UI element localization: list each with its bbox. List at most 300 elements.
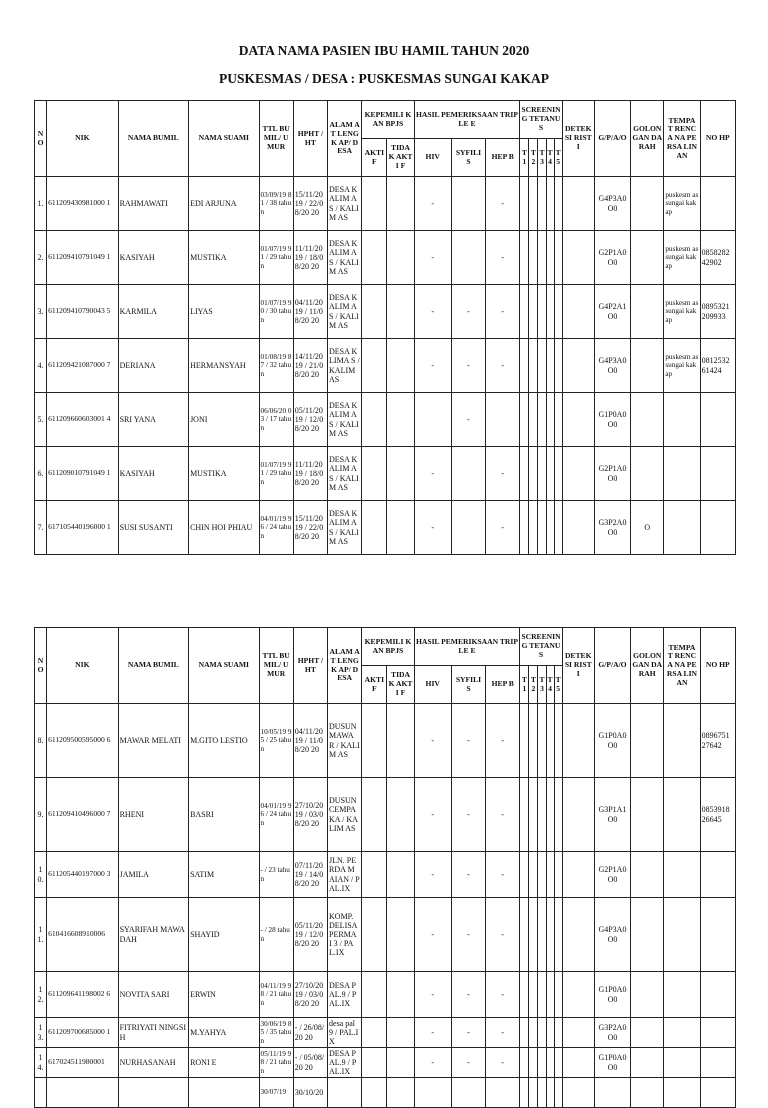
cell-bpjs-tidak-aktif: [387, 1048, 414, 1078]
header-hpht: HPHT / HT: [293, 628, 327, 704]
cell-t2: [529, 1078, 538, 1108]
cell-hpht: 04/11/20 19 / 11/08/20 20: [293, 704, 327, 778]
cell-alamat: DESA KLIMA S / KALIM AS: [328, 339, 362, 393]
cell-deteksi-risti: [562, 393, 594, 447]
cell-t2: [529, 852, 538, 898]
cell-hiv: -: [414, 177, 451, 231]
cell-syfilis: -: [451, 393, 485, 447]
cell-no-hp: [700, 972, 735, 1018]
cell-nama-suami: RONI E: [189, 1048, 259, 1078]
cell-nama-bumil: DERIANA: [118, 339, 188, 393]
header-no: N O: [35, 101, 47, 177]
cell-golongan-darah: [631, 285, 664, 339]
cell-hiv: -: [414, 778, 451, 852]
cell-nik: 611209421087000 7: [47, 339, 119, 393]
cell-gpao: G1P0A0 O0: [594, 972, 630, 1018]
cell-nama-suami: MUSTIKA: [189, 447, 259, 501]
header-hpht: HPHT / HT: [293, 101, 327, 177]
cell-t4: [546, 1018, 554, 1048]
cell-no-hp: [700, 501, 735, 555]
table-row: [35, 393, 736, 447]
cell-bpjs-aktif: [362, 1018, 387, 1048]
cell-t5: [554, 898, 562, 972]
cell-golongan-darah: [631, 898, 664, 972]
cell-hep-b: [486, 1078, 520, 1108]
cell-hiv: -: [414, 285, 451, 339]
cell-t4: [546, 285, 554, 339]
cell-t1: [520, 1018, 529, 1048]
cell-nama-bumil: SRI YANA: [118, 393, 188, 447]
cell-t2: [529, 1018, 538, 1048]
cell-t4: [546, 231, 554, 285]
cell-nik: 610416608910006: [47, 898, 119, 972]
cell-t2: [529, 704, 538, 778]
cell-gpao: G2P1A0 O0: [594, 447, 630, 501]
cell-t3: [538, 778, 546, 852]
header-aktif: AKTI F: [362, 139, 387, 177]
cell-no-hp: [700, 447, 735, 501]
cell-t4: [546, 1078, 554, 1108]
cell-t4: [546, 704, 554, 778]
cell-golongan-darah: [631, 1048, 664, 1078]
cell-t3: [538, 177, 546, 231]
cell-ttl: 04/01/19 96 / 24 tahun: [259, 501, 293, 555]
cell-hpht: 05/11/20 19 / 12/08/20 20: [293, 898, 327, 972]
cell-bpjs-tidak-aktif: [387, 1018, 414, 1048]
header-nama-bumil: NAMA BUMIL: [118, 628, 188, 704]
cell-nama-bumil: MAWAR MELATI: [118, 704, 188, 778]
cell-bpjs-aktif: [362, 177, 387, 231]
cell-syfilis: -: [451, 704, 485, 778]
cell-nama-suami: BASRI: [189, 778, 259, 852]
cell-no-hp: 0858282 42902: [700, 231, 735, 285]
cell-ttl: 01/08/19 87 / 32 tahun: [259, 339, 293, 393]
cell-t5: [554, 393, 562, 447]
cell-hpht: - / 26/08/20 20: [293, 1018, 327, 1048]
cell-nama-bumil: FITRIYATI NINGSIH: [118, 1018, 188, 1048]
table-row: [35, 704, 736, 778]
header-hep-b: HEP B: [486, 139, 520, 177]
cell-syfilis: -: [451, 339, 485, 393]
cell-t5: [554, 704, 562, 778]
cell-bpjs-tidak-aktif: [387, 177, 414, 231]
cell-tempat-persalinan: [664, 393, 700, 447]
cell-nama-bumil: SUSI SUSANTI: [118, 501, 188, 555]
header-t5: T 5: [554, 139, 562, 177]
cell-nik: 611209410496000 7: [47, 778, 119, 852]
cell-hiv: -: [414, 898, 451, 972]
cell-no: 14.: [35, 1048, 47, 1078]
cell-bpjs-aktif: [362, 231, 387, 285]
cell-no: 8.: [35, 704, 47, 778]
patient-table-2: [34, 627, 736, 1108]
cell-t4: [546, 1048, 554, 1078]
cell-bpjs-tidak-aktif: [387, 1078, 414, 1108]
cell-hpht: 11/11/20 19 / 18/08/20 20: [293, 447, 327, 501]
cell-no-hp: [700, 1018, 735, 1048]
cell-nik: 611209010791049 1: [47, 447, 119, 501]
cell-no: 13.: [35, 1018, 47, 1048]
cell-deteksi-risti: [562, 972, 594, 1018]
cell-t3: [538, 972, 546, 1018]
header-gpao: G/P/A/O: [594, 628, 630, 704]
cell-tempat-persalinan: puskesm as sungai kakap: [664, 339, 700, 393]
cell-t2: [529, 177, 538, 231]
cell-ttl: 01/07/19 91 / 29 tahun: [259, 447, 293, 501]
cell-bpjs-tidak-aktif: [387, 898, 414, 972]
cell-syfilis: [451, 501, 485, 555]
cell-no: 7.: [35, 501, 47, 555]
cell-no: 1.: [35, 177, 47, 231]
cell-t1: [520, 852, 529, 898]
cell-bpjs-tidak-aktif: [387, 339, 414, 393]
cell-t4: [546, 972, 554, 1018]
cell-golongan-darah: [631, 1018, 664, 1048]
cell-nama-suami: EDI ARJUNA: [189, 177, 259, 231]
header-tidak-aktif: TIDA K AKTI F: [387, 139, 414, 177]
cell-syfilis: -: [451, 1048, 485, 1078]
cell-tempat-persalinan: [664, 704, 700, 778]
cell-hep-b: -: [486, 339, 520, 393]
cell-no-hp: 0895321 209933: [700, 285, 735, 339]
cell-syfilis: -: [451, 1018, 485, 1048]
cell-hiv: -: [414, 339, 451, 393]
cell-alamat: KOMP. DELISA PERMA I 3 / PAL.IX: [328, 898, 362, 972]
header-ttl: TTL BUMIL/ UMUR: [259, 628, 293, 704]
cell-no: 4.: [35, 339, 47, 393]
cell-hpht: 05/11/20 19 / 12/08/20 20: [293, 393, 327, 447]
header-t4: T 4: [546, 139, 554, 177]
cell-alamat: DUSUN MAWA R / KALIM AS: [328, 704, 362, 778]
header-t4: T 4: [546, 666, 554, 704]
cell-alamat: DUSUN CEMPA KA / KALIM AS: [328, 778, 362, 852]
cell-no-hp: [700, 393, 735, 447]
cell-t1: [520, 778, 529, 852]
cell-t2: [529, 393, 538, 447]
cell-gpao: G3P2A0 O0: [594, 1018, 630, 1048]
cell-t5: [554, 447, 562, 501]
cell-hep-b: -: [486, 1048, 520, 1078]
cell-no: 12.: [35, 972, 47, 1018]
cell-golongan-darah: O: [631, 501, 664, 555]
cell-deteksi-risti: [562, 501, 594, 555]
cell-t3: [538, 501, 546, 555]
cell-nama-suami: HERMANSYAH: [189, 339, 259, 393]
table-row: [35, 177, 736, 231]
cell-t1: [520, 177, 529, 231]
cell-deteksi-risti: [562, 177, 594, 231]
cell-t4: [546, 501, 554, 555]
header-screening-tetanus: SCREENIN G TETANUS: [520, 101, 562, 139]
cell-bpjs-aktif: [362, 852, 387, 898]
cell-t5: [554, 852, 562, 898]
table-row: [35, 852, 736, 898]
cell-alamat: DESA PAL.9 / PAL.IX: [328, 972, 362, 1018]
header-tempat-persalinan: TEMPA T RENCA NA PERSA LINAN: [664, 101, 700, 177]
cell-no: 11.: [35, 898, 47, 972]
cell-syfilis: -: [451, 778, 485, 852]
cell-nik: 617024511980001: [47, 1048, 119, 1078]
header-golongan-darah: GOLON GAN DARAH: [631, 101, 664, 177]
cell-hep-b: -: [486, 704, 520, 778]
cell-bpjs-tidak-aktif: [387, 501, 414, 555]
table-row: [35, 972, 736, 1018]
cell-t3: [538, 285, 546, 339]
cell-t4: [546, 898, 554, 972]
cell-gpao: G4P3A0 O0: [594, 339, 630, 393]
cell-alamat: DESA KALIM AS / KALIM AS: [328, 501, 362, 555]
header-t2: T 2: [529, 666, 538, 704]
cell-t5: [554, 1018, 562, 1048]
cell-hiv: -: [414, 972, 451, 1018]
cell-gpao: G2P1A0 O0: [594, 852, 630, 898]
cell-golongan-darah: [631, 393, 664, 447]
cell-bpjs-aktif: [362, 778, 387, 852]
cell-t3: [538, 1018, 546, 1048]
cell-nik: 611209410790043 5: [47, 285, 119, 339]
header-t1: T 1: [520, 666, 529, 704]
cell-bpjs-aktif: [362, 339, 387, 393]
cell-gpao: G3P1A1 O0: [594, 778, 630, 852]
cell-hep-b: -: [486, 501, 520, 555]
cell-hep-b: -: [486, 177, 520, 231]
cell-no: [35, 1078, 47, 1108]
header-t5: T 5: [554, 666, 562, 704]
header-nik: NIK: [47, 101, 119, 177]
cell-gpao: G4P2A1 O0: [594, 285, 630, 339]
cell-nama-suami: SATIM: [189, 852, 259, 898]
cell-no-hp: [700, 898, 735, 972]
cell-gpao: G4P3A0 O0: [594, 177, 630, 231]
cell-nik: [47, 1078, 119, 1108]
cell-ttl: 05/11/19 98 / 21 tahun: [259, 1048, 293, 1078]
cell-golongan-darah: [631, 339, 664, 393]
header-no-hp: NO HP: [700, 628, 735, 704]
cell-t3: [538, 339, 546, 393]
cell-golongan-darah: [631, 1078, 664, 1108]
cell-syfilis: [451, 447, 485, 501]
cell-t1: [520, 285, 529, 339]
cell-nama-suami: M.GITO LESTIO: [189, 704, 259, 778]
cell-hiv: -: [414, 447, 451, 501]
cell-hep-b: -: [486, 972, 520, 1018]
patient-table-1: [34, 100, 736, 555]
cell-ttl: 04/11/19 98 / 21 tahun: [259, 972, 293, 1018]
cell-hep-b: -: [486, 778, 520, 852]
cell-syfilis: [451, 177, 485, 231]
header-tempat-persalinan: TEMPA T RENCA NA PERSA LINAN: [664, 628, 700, 704]
cell-golongan-darah: [631, 778, 664, 852]
cell-deteksi-risti: [562, 704, 594, 778]
cell-golongan-darah: [631, 447, 664, 501]
cell-syfilis: -: [451, 972, 485, 1018]
cell-nama-suami: CHIN HOI PHIAU: [189, 501, 259, 555]
cell-gpao: G2P1A0 O0: [594, 231, 630, 285]
cell-t5: [554, 1078, 562, 1108]
header-alamat: ALAM AT LENGK AP/ DESA: [328, 101, 362, 177]
cell-tempat-persalinan: [664, 1078, 700, 1108]
cell-golongan-darah: [631, 231, 664, 285]
cell-alamat: DESA KALIM AS / KALIM AS: [328, 285, 362, 339]
cell-nama-suami: JONI: [189, 393, 259, 447]
cell-golongan-darah: [631, 972, 664, 1018]
cell-no: 9.: [35, 778, 47, 852]
cell-nik: 611205440197000 3: [47, 852, 119, 898]
cell-bpjs-aktif: [362, 501, 387, 555]
header-tidak-aktif: TIDA K AKTI F: [387, 666, 414, 704]
cell-t5: [554, 177, 562, 231]
header-nama-bumil: NAMA BUMIL: [118, 101, 188, 177]
cell-hep-b: -: [486, 1018, 520, 1048]
document-title: DATA NAMA PASIEN IBU HAMIL TAHUN 2020: [238, 43, 530, 58]
cell-nik: 611209410791049 1: [47, 231, 119, 285]
cell-bpjs-aktif: [362, 898, 387, 972]
cell-bpjs-aktif: [362, 285, 387, 339]
cell-no-hp: [700, 1078, 735, 1108]
cell-hpht: 27/10/20 19 / 03/08/20 20: [293, 778, 327, 852]
cell-no-hp: 0896751 27642: [700, 704, 735, 778]
cell-ttl: 06/06/20 03 / 17 tahun: [259, 393, 293, 447]
cell-gpao: G4P3A0 O0: [594, 898, 630, 972]
cell-bpjs-tidak-aktif: [387, 231, 414, 285]
cell-alamat: desa pal 9 / PAL.IX: [328, 1018, 362, 1048]
cell-hep-b: [486, 393, 520, 447]
cell-bpjs-tidak-aktif: [387, 447, 414, 501]
cell-alamat: DESA KALIM AS / KALIM AS: [328, 447, 362, 501]
cell-t1: [520, 339, 529, 393]
cell-ttl: 30/07/19: [259, 1078, 293, 1108]
cell-nik: 611209700685000 1: [47, 1018, 119, 1048]
cell-nama-bumil: JAMILA: [118, 852, 188, 898]
cell-alamat: DESA KALIM AS / KALIM AS: [328, 231, 362, 285]
cell-ttl: - / 23 tahun: [259, 852, 293, 898]
cell-t3: [538, 1048, 546, 1078]
header-alamat: ALAM AT LENGK AP/ DESA: [328, 628, 362, 704]
cell-t5: [554, 1048, 562, 1078]
cell-t4: [546, 778, 554, 852]
cell-hiv: -: [414, 501, 451, 555]
header-t3: T 3: [538, 139, 546, 177]
cell-nama-bumil: KARMILA: [118, 285, 188, 339]
cell-t1: [520, 704, 529, 778]
cell-nama-suami: [189, 1078, 259, 1108]
cell-t5: [554, 285, 562, 339]
cell-hiv: -: [414, 1018, 451, 1048]
header-hiv: HIV: [414, 139, 451, 177]
header-t2: T 2: [529, 139, 538, 177]
cell-deteksi-risti: [562, 1048, 594, 1078]
cell-bpjs-tidak-aktif: [387, 393, 414, 447]
cell-tempat-persalinan: puskesm as sungai kakap: [664, 231, 700, 285]
cell-golongan-darah: [631, 177, 664, 231]
cell-t2: [529, 501, 538, 555]
cell-hep-b: -: [486, 898, 520, 972]
cell-nama-bumil: [118, 1078, 188, 1108]
cell-t4: [546, 339, 554, 393]
cell-hep-b: -: [486, 447, 520, 501]
cell-no: 10.: [35, 852, 47, 898]
cell-bpjs-tidak-aktif: [387, 972, 414, 1018]
table-row: [35, 898, 736, 972]
cell-t5: [554, 231, 562, 285]
table-row: [35, 339, 736, 393]
cell-hpht: - / 05/08/20 20: [293, 1048, 327, 1078]
cell-gpao: G1P0A0 O0: [594, 393, 630, 447]
cell-hiv: -: [414, 852, 451, 898]
header-syfilis: SYFILI S: [451, 139, 485, 177]
cell-bpjs-aktif: [362, 704, 387, 778]
cell-no: 5.: [35, 393, 47, 447]
header-deteksi-risti: DETEK SI RISTI: [562, 628, 594, 704]
cell-bpjs-tidak-aktif: [387, 852, 414, 898]
cell-golongan-darah: [631, 704, 664, 778]
cell-no: 3.: [35, 285, 47, 339]
cell-t4: [546, 393, 554, 447]
cell-hiv: -: [414, 704, 451, 778]
cell-t2: [529, 285, 538, 339]
cell-hpht: 15/11/20 19 / 22/08/20 20: [293, 501, 327, 555]
cell-alamat: DESA KALIM AS / KALIM AS: [328, 393, 362, 447]
cell-t1: [520, 447, 529, 501]
cell-tempat-persalinan: [664, 898, 700, 972]
cell-nama-bumil: NURHASANAH: [118, 1048, 188, 1078]
cell-t3: [538, 704, 546, 778]
cell-no-hp: [700, 852, 735, 898]
cell-nama-bumil: SYARIFAH MAWADAH: [118, 898, 188, 972]
cell-no-hp: [700, 1048, 735, 1078]
header-hep-b: HEP B: [486, 666, 520, 704]
cell-tempat-persalinan: [664, 1018, 700, 1048]
cell-syfilis: -: [451, 898, 485, 972]
cell-ttl: - / 28 tahun: [259, 898, 293, 972]
cell-t1: [520, 1048, 529, 1078]
cell-t5: [554, 501, 562, 555]
cell-nik: 617105440196000 1: [47, 501, 119, 555]
header-kepemilikan-bpjs: KEPEMILI KAN BPJS: [362, 101, 414, 139]
cell-gpao: G3P2A0 O0: [594, 501, 630, 555]
table-row: [35, 1018, 736, 1048]
cell-t1: [520, 972, 529, 1018]
cell-hpht: 11/11/20 19 / 18/08/20 20: [293, 231, 327, 285]
cell-t5: [554, 339, 562, 393]
cell-ttl: 01/07/19 90 / 30 tahun: [259, 285, 293, 339]
cell-nama-bumil: RHENI: [118, 778, 188, 852]
cell-deteksi-risti: [562, 285, 594, 339]
table-row: [35, 231, 736, 285]
cell-ttl: 04/01/19 96 / 24 tahun: [259, 778, 293, 852]
cell-t4: [546, 447, 554, 501]
header-hiv: HIV: [414, 666, 451, 704]
cell-nik: 611209500595000 6: [47, 704, 119, 778]
cell-t5: [554, 972, 562, 1018]
cell-no: 6.: [35, 447, 47, 501]
cell-bpjs-tidak-aktif: [387, 285, 414, 339]
cell-hpht: 15/11/20 19 / 22/08/20 20: [293, 177, 327, 231]
cell-ttl: 01/07/19 91 / 29 tahun: [259, 231, 293, 285]
cell-t2: [529, 778, 538, 852]
header-golongan-darah: GOLON GAN DARAH: [631, 628, 664, 704]
cell-t1: [520, 231, 529, 285]
table-row: [35, 1048, 736, 1078]
cell-ttl: 10/05/19 95 / 25 tahun: [259, 704, 293, 778]
cell-hiv: [414, 1078, 451, 1108]
cell-tempat-persalinan: [664, 972, 700, 1018]
cell-deteksi-risti: [562, 339, 594, 393]
cell-t3: [538, 1078, 546, 1108]
header-no-hp: NO HP: [700, 101, 735, 177]
cell-hpht: 30/10/20: [293, 1078, 327, 1108]
cell-alamat: DESA KALIM AS / KALIM AS: [328, 177, 362, 231]
